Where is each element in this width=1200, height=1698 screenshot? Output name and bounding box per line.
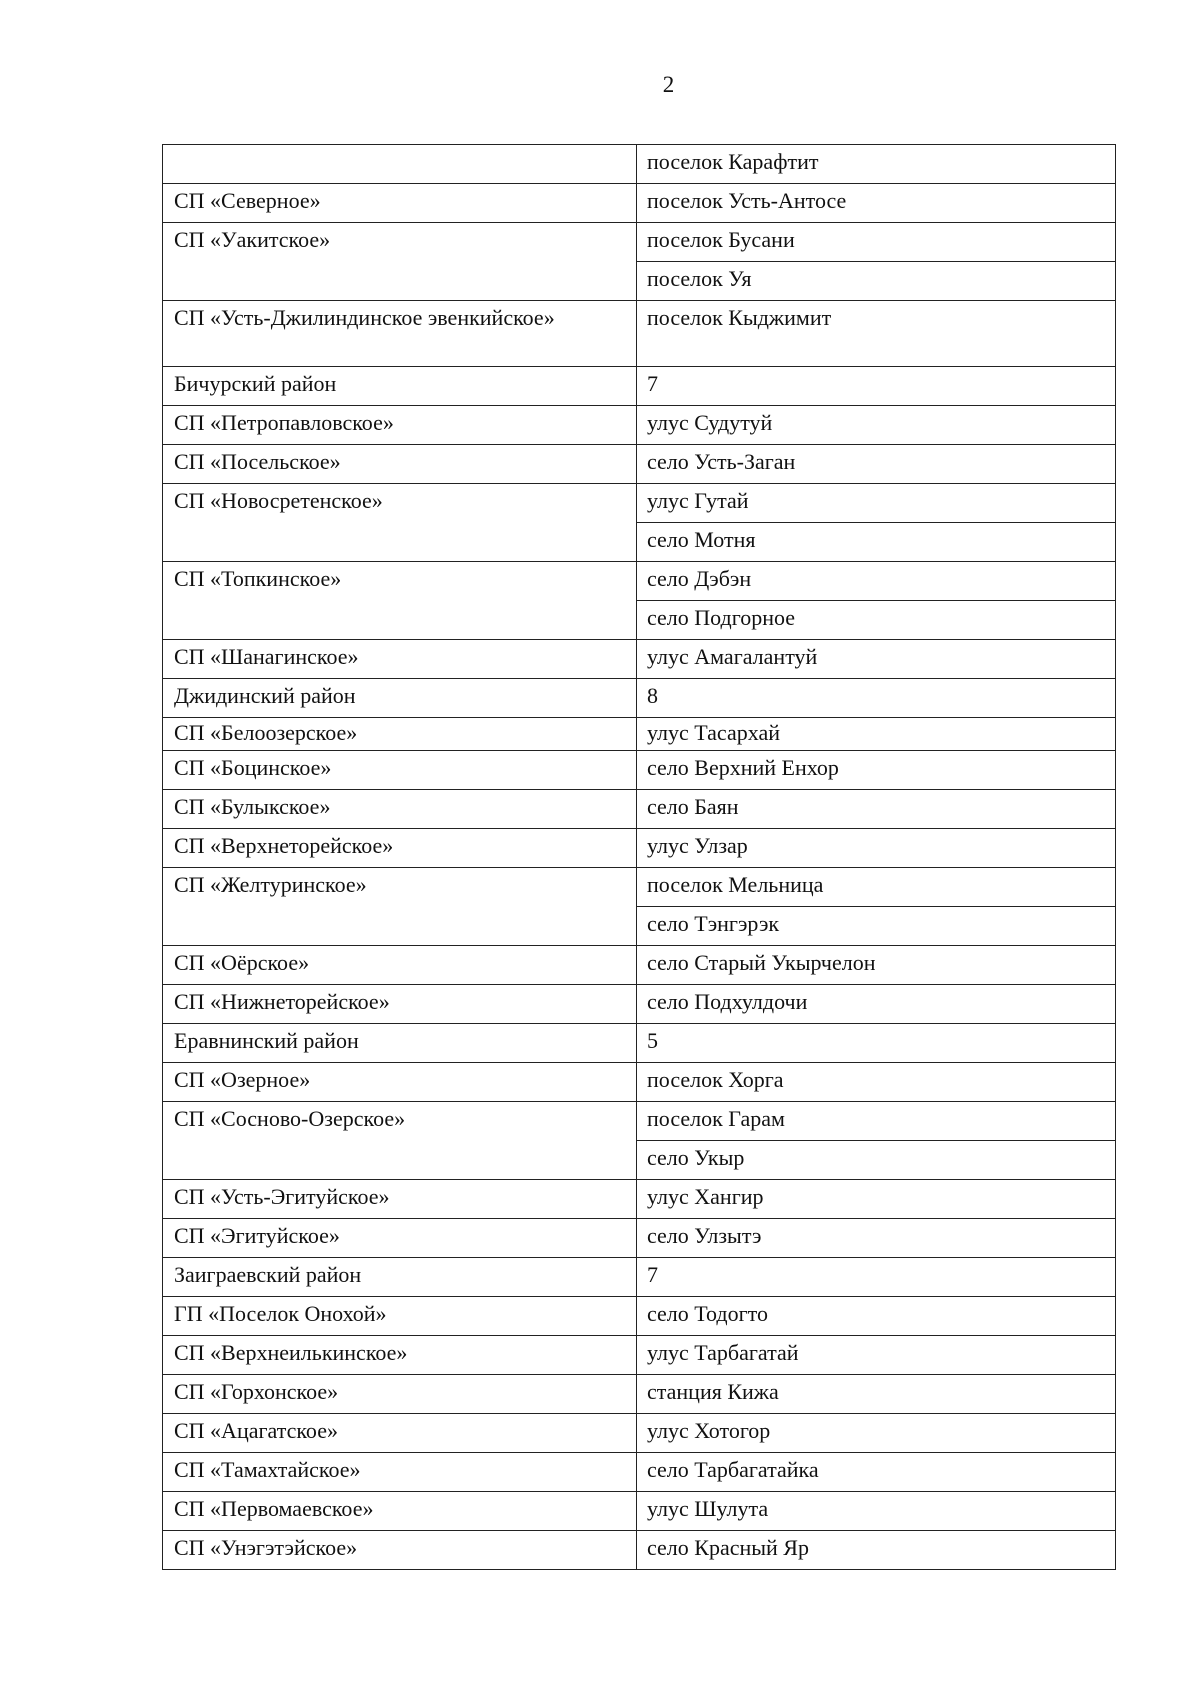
municipality-cell: СП «Боцинское» (163, 751, 637, 790)
table-row (163, 1102, 1116, 1141)
table-row (163, 1453, 1116, 1492)
municipality-cell: СП «Первомаевское» (163, 1492, 637, 1531)
district-cell: Бичурский район (163, 367, 637, 406)
district-cell: Заиграевский район (163, 1258, 637, 1297)
table-row (163, 829, 1116, 868)
municipality-cell: ГП «Поселок Онохой» (163, 1297, 637, 1336)
table-row (163, 751, 1116, 790)
municipality-cell: СП «Нижнеторейское» (163, 985, 637, 1024)
settlement-cell: улус Хангир (637, 1180, 1116, 1219)
municipality-cell: СП «Усть-Джилиндинское эвенкийское» (163, 301, 637, 367)
settlement-cell: село Улзытэ (637, 1219, 1116, 1258)
settlement-cell: поселок Хорга (637, 1063, 1116, 1102)
municipality-cell: СП «Эгитуйское» (163, 1219, 637, 1258)
table-row (163, 1492, 1116, 1531)
municipality-cell: СП «Верхнеторейское» (163, 829, 637, 868)
settlement-cell: село Подхулдочи (637, 985, 1116, 1024)
settlement-cell: село Красный Яр (637, 1531, 1116, 1570)
settlement-cell: поселок Мельница (637, 868, 1116, 907)
settlement-cell: поселок Кыджимит (637, 301, 1116, 367)
municipality-cell: СП «Булыкское» (163, 790, 637, 829)
municipality-cell: СП «Ацагатское» (163, 1414, 637, 1453)
municipality-cell: СП «Посельское» (163, 445, 637, 484)
municipality-cell: СП «Белоозерское» (163, 718, 637, 751)
settlement-cell: улус Гутай (637, 484, 1116, 523)
table-row (163, 1063, 1116, 1102)
municipality-cell: СП «Новосретенское» (163, 484, 637, 562)
settlement-cell: поселок Гарам (637, 1102, 1116, 1141)
municipality-cell: СП «Уакитское» (163, 223, 637, 301)
settlement-cell: село Укыр (637, 1141, 1116, 1180)
district-count-cell: 7 (637, 367, 1116, 406)
district-cell: Джидинский район (163, 679, 637, 718)
settlement-cell: село Тэнгэрэк (637, 907, 1116, 946)
table-row (163, 301, 1116, 367)
municipality-cell: СП «Усть-Эгитуйское» (163, 1180, 637, 1219)
settlement-cell: улус Судутуй (637, 406, 1116, 445)
page-number: 2 (662, 72, 675, 97)
settlement-cell: улус Шулута (637, 1492, 1116, 1531)
district-count-cell: 7 (637, 1258, 1116, 1297)
table-row (163, 445, 1116, 484)
municipality-cell: СП «Тамахтайское» (163, 1453, 637, 1492)
municipality-cell: СП «Петропавловское» (163, 406, 637, 445)
table-row (163, 1336, 1116, 1375)
municipality-cell: СП «Горхонское» (163, 1375, 637, 1414)
district-count-cell: 5 (637, 1024, 1116, 1063)
table-row (163, 1414, 1116, 1453)
municipality-cell: СП «Шанагинское» (163, 640, 637, 679)
table-row (163, 1258, 1116, 1297)
settlement-cell: село Баян (637, 790, 1116, 829)
municipality-cell: СП «Желтуринское» (163, 868, 637, 946)
settlement-cell: улус Хотогор (637, 1414, 1116, 1453)
settlement-cell: село Мотня (637, 523, 1116, 562)
settlement-cell: улус Амагалантуй (637, 640, 1116, 679)
table-row (163, 223, 1116, 262)
table-row (163, 640, 1116, 679)
settlement-cell: поселок Усть-Антосе (637, 184, 1116, 223)
settlements-table (162, 144, 1116, 1570)
table-row (163, 367, 1116, 406)
settlement-cell: улус Улзар (637, 829, 1116, 868)
table-row (163, 1180, 1116, 1219)
table-row (163, 1024, 1116, 1063)
settlement-cell: поселок Карафтит (637, 145, 1116, 184)
municipality-cell: СП «Оёрское» (163, 946, 637, 985)
settlement-cell: село Усть-Заган (637, 445, 1116, 484)
municipality-cell: СП «Унэгэтэйское» (163, 1531, 637, 1570)
municipality-cell: СП «Сосново-Озерское» (163, 1102, 637, 1180)
table-row (163, 1297, 1116, 1336)
district-count-cell: 8 (637, 679, 1116, 718)
settlement-cell: село Тарбагатайка (637, 1453, 1116, 1492)
table-row (163, 184, 1116, 223)
settlement-cell: село Дэбэн (637, 562, 1116, 601)
municipality-cell: СП «Северное» (163, 184, 637, 223)
table-row (163, 1531, 1116, 1570)
settlement-cell: село Тодогто (637, 1297, 1116, 1336)
table-row (163, 484, 1116, 523)
table-row (163, 868, 1116, 907)
table-row (163, 790, 1116, 829)
district-cell: Еравнинский район (163, 1024, 637, 1063)
table-row (163, 406, 1116, 445)
settlement-cell: село Верхний Енхор (637, 751, 1116, 790)
settlement-cell: поселок Уя (637, 262, 1116, 301)
table-row (163, 718, 1116, 751)
municipality-cell (163, 145, 637, 184)
settlement-cell: село Старый Укырчелон (637, 946, 1116, 985)
table-row (163, 562, 1116, 601)
settlement-cell: улус Тасархай (637, 718, 1116, 751)
settlement-cell: улус Тарбагатай (637, 1336, 1116, 1375)
settlement-cell: станция Кижа (637, 1375, 1116, 1414)
table-row (163, 679, 1116, 718)
table-row (163, 1219, 1116, 1258)
municipality-cell: СП «Озерное» (163, 1063, 637, 1102)
municipality-cell: СП «Верхнеилькинское» (163, 1336, 637, 1375)
municipality-cell: СП «Топкинское» (163, 562, 637, 640)
settlement-cell: село Подгорное (637, 601, 1116, 640)
table-row (163, 1375, 1116, 1414)
table-row (163, 145, 1116, 184)
table-row (163, 985, 1116, 1024)
settlement-cell: поселок Бусани (637, 223, 1116, 262)
table-row (163, 946, 1116, 985)
